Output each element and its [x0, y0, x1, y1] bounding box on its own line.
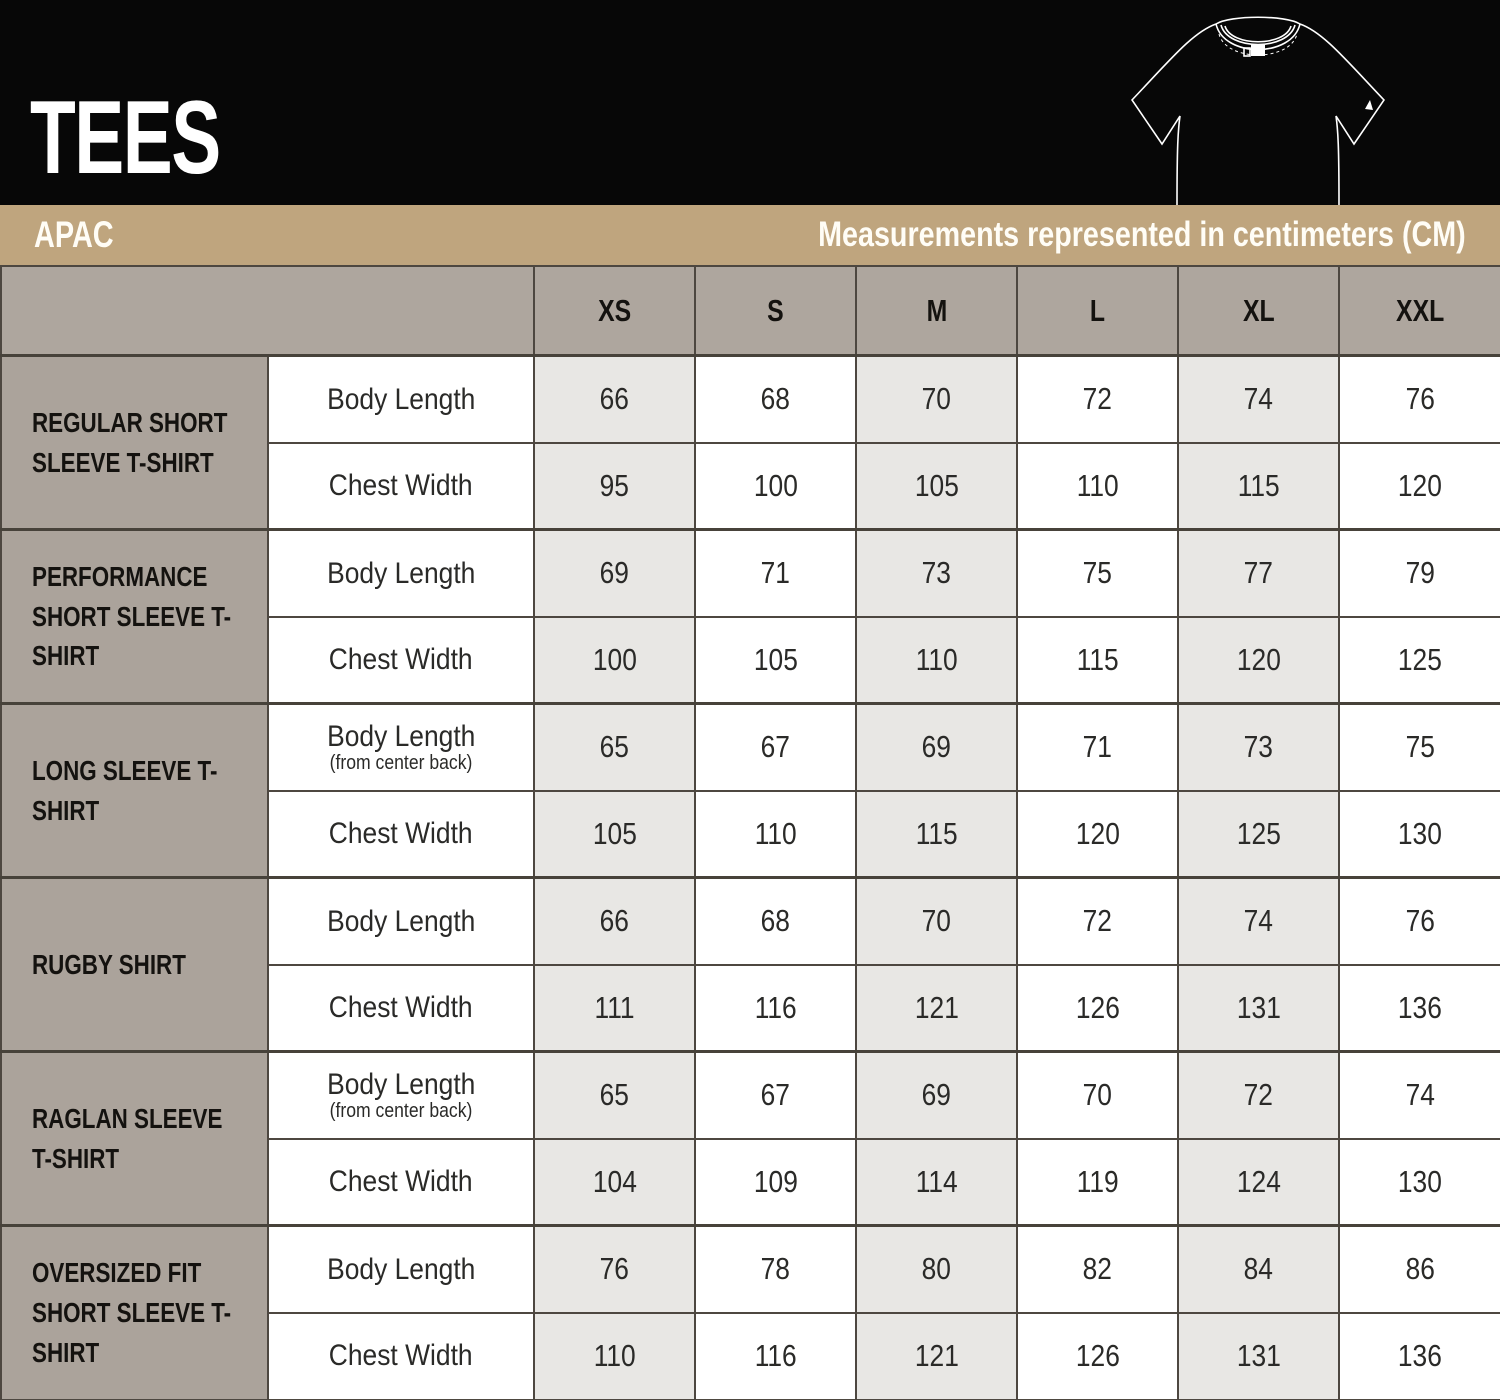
value-cell: 82 [1017, 1226, 1178, 1313]
page-title: TEES [30, 80, 220, 196]
value-cell: 130 [1339, 791, 1500, 878]
table-row [1, 356, 1500, 443]
value-cell: 100 [534, 617, 695, 704]
measurement-label: Body Length (from center back) [268, 1052, 534, 1139]
table-row [1, 878, 1500, 965]
value-cell: 115 [1017, 617, 1178, 704]
measurement-label: Chest Width [268, 1313, 534, 1400]
size-chart-table [0, 265, 1500, 1400]
value-cell: 74 [1178, 356, 1339, 443]
value-cell: 121 [856, 1313, 1017, 1400]
value-cell: 110 [534, 1313, 695, 1400]
value-cell: 69 [534, 530, 695, 617]
value-cell: 116 [695, 1313, 856, 1400]
value-cell: 120 [1017, 791, 1178, 878]
category-cell-performance-tshirt: PERFORMANCE SHORT SLEEVE T-SHIRT [1, 530, 268, 704]
value-cell: 115 [856, 791, 1017, 878]
value-cell: 125 [1339, 617, 1500, 704]
value-cell: 73 [1178, 704, 1339, 791]
category-cell-regular-tshirt: REGULAR SHORT SLEEVE T-SHIRT [1, 356, 268, 530]
value-cell: 77 [1178, 530, 1339, 617]
value-cell: 126 [1017, 965, 1178, 1052]
value-cell: 67 [695, 704, 856, 791]
value-cell: 115 [1178, 443, 1339, 530]
units-note: Measurements represented in centimeters (CM) [818, 215, 1466, 254]
value-cell: 72 [1178, 1052, 1339, 1139]
value-cell: 105 [695, 617, 856, 704]
category-cell-raglan-tshirt: RAGLAN SLEEVE T-SHIRT [1, 1052, 268, 1226]
measurement-label: Body Length [268, 1226, 534, 1313]
value-cell: 75 [1017, 530, 1178, 617]
value-cell: 110 [1017, 443, 1178, 530]
measurement-label: Body Length [268, 878, 534, 965]
value-cell: 66 [534, 878, 695, 965]
value-cell: 105 [534, 791, 695, 878]
value-cell: 76 [1339, 356, 1500, 443]
size-header-xxl: XXL [1339, 266, 1500, 356]
value-cell: 66 [534, 356, 695, 443]
measurement-label: Chest Width [268, 1139, 534, 1226]
value-cell: 73 [856, 530, 1017, 617]
value-cell: 76 [534, 1226, 695, 1313]
size-header-xl: XL [1178, 266, 1339, 356]
measurement-label: Chest Width [268, 791, 534, 878]
value-cell: 69 [856, 1052, 1017, 1139]
value-cell: 110 [695, 791, 856, 878]
size-header-row [1, 266, 1500, 356]
value-cell: 72 [1017, 878, 1178, 965]
value-cell: 131 [1178, 1313, 1339, 1400]
value-cell: 68 [695, 878, 856, 965]
size-header-xs: XS [534, 266, 695, 356]
value-cell: 120 [1178, 617, 1339, 704]
size-header-s: S [695, 266, 856, 356]
table-row [1, 1226, 1500, 1313]
value-cell: 125 [1178, 791, 1339, 878]
value-cell: 110 [856, 617, 1017, 704]
measurement-label: Chest Width [268, 443, 534, 530]
value-cell: 114 [856, 1139, 1017, 1226]
value-cell: 86 [1339, 1226, 1500, 1313]
value-cell: 65 [534, 704, 695, 791]
value-cell: 78 [695, 1226, 856, 1313]
value-cell: 67 [695, 1052, 856, 1139]
value-cell: 72 [1017, 356, 1178, 443]
value-cell: 70 [1017, 1052, 1178, 1139]
value-cell: 70 [856, 878, 1017, 965]
value-cell: 76 [1339, 878, 1500, 965]
value-cell: 75 [1339, 704, 1500, 791]
value-cell: 111 [534, 965, 695, 1052]
category-cell-long-sleeve-tshirt: LONG SLEEVE T-SHIRT [1, 704, 268, 878]
table-row [1, 530, 1500, 617]
measurement-label: Body Length [268, 530, 534, 617]
value-cell: 74 [1339, 1052, 1500, 1139]
value-cell: 124 [1178, 1139, 1339, 1226]
value-cell: 71 [695, 530, 856, 617]
region-label: APAC [34, 214, 114, 255]
value-cell: 80 [856, 1226, 1017, 1313]
value-cell: 65 [534, 1052, 695, 1139]
value-cell: 136 [1339, 965, 1500, 1052]
value-cell: 131 [1178, 965, 1339, 1052]
value-cell: 130 [1339, 1139, 1500, 1226]
size-header-m: M [856, 266, 1017, 356]
table-row [1, 1052, 1500, 1139]
measurement-label: Body Length (from center back) [268, 704, 534, 791]
value-cell: 120 [1339, 443, 1500, 530]
value-cell: 109 [695, 1139, 856, 1226]
value-cell: 95 [534, 443, 695, 530]
measurement-label: Body Length [268, 356, 534, 443]
value-cell: 69 [856, 704, 1017, 791]
value-cell: 121 [856, 965, 1017, 1052]
value-cell: 68 [695, 356, 856, 443]
hero-banner [0, 0, 1500, 205]
value-cell: 100 [695, 443, 856, 530]
category-cell-oversized-tshirt: OVERSIZED FIT SHORT SLEEVE T-SHIRT [1, 1226, 268, 1400]
value-cell: 119 [1017, 1139, 1178, 1226]
value-cell: 105 [856, 443, 1017, 530]
corner-cell [1, 266, 534, 356]
tshirt-icon [1118, 12, 1398, 205]
value-cell: 104 [534, 1139, 695, 1226]
value-cell: 116 [695, 965, 856, 1052]
measurement-label: Chest Width [268, 617, 534, 704]
table-row [1, 704, 1500, 791]
value-cell: 79 [1339, 530, 1500, 617]
value-cell: 74 [1178, 878, 1339, 965]
region-bar [0, 205, 1500, 265]
category-cell-rugby-shirt: RUGBY SHIRT [1, 878, 268, 1052]
measurement-label: Chest Width [268, 965, 534, 1052]
value-cell: 71 [1017, 704, 1178, 791]
size-header-l: L [1017, 266, 1178, 356]
value-cell: 126 [1017, 1313, 1178, 1400]
value-cell: 136 [1339, 1313, 1500, 1400]
value-cell: 70 [856, 356, 1017, 443]
value-cell: 84 [1178, 1226, 1339, 1313]
